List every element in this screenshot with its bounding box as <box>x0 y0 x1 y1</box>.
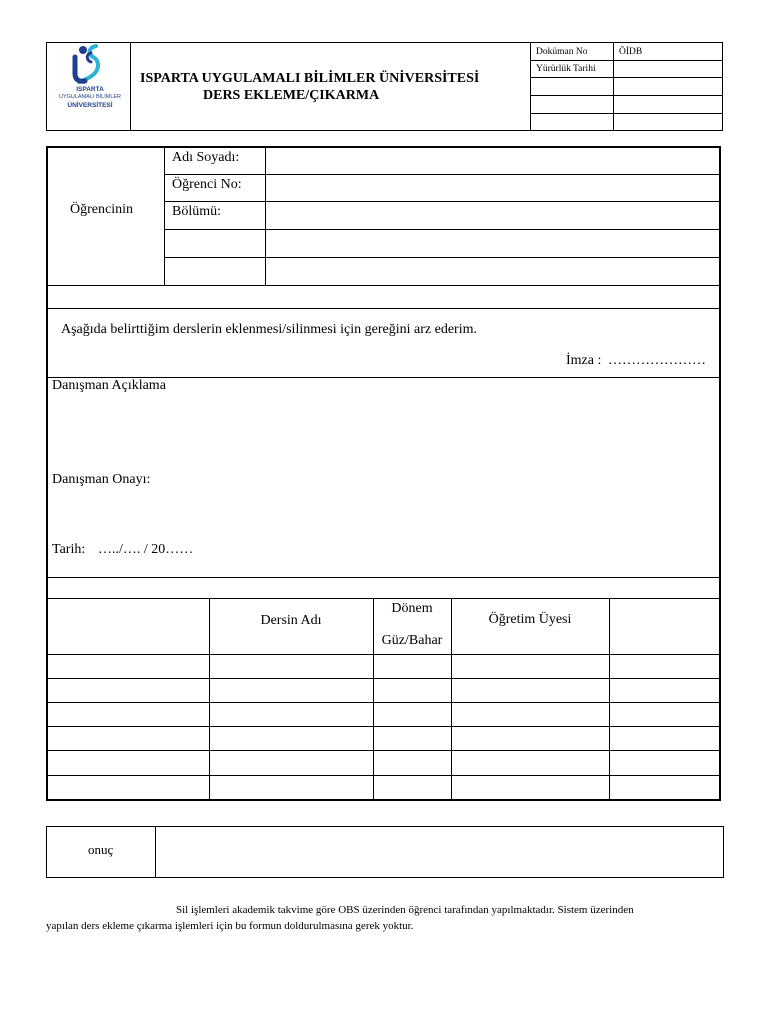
section-line <box>47 577 721 578</box>
date-field[interactable]: …../…. / 20…… <box>98 542 194 557</box>
student-row-line <box>164 229 720 230</box>
result-divider <box>155 826 156 878</box>
section-line <box>47 285 721 286</box>
column-header-term: Dönem <box>391 601 433 616</box>
courses-row-line <box>47 654 721 655</box>
advisor-comment-label: Danışman Açıklama <box>52 378 166 393</box>
section-line <box>47 308 721 309</box>
column-header-term-sub: Güz/Bahar <box>381 633 443 648</box>
courses-row-line <box>47 750 721 751</box>
student-field-divider <box>265 147 266 285</box>
header-divider <box>613 42 614 131</box>
extra-field[interactable] <box>272 260 712 280</box>
logo-text-line3: ÜNİVERSİTESİ <box>67 102 113 109</box>
extra-field[interactable] <box>272 232 712 252</box>
request-statement: Aşağıda belirttiğim derslerin eklenmesi/silinmesi için gereğini arz ederim. <box>61 322 477 337</box>
section-line <box>47 598 721 599</box>
result-field[interactable] <box>162 834 714 870</box>
courses-row-line <box>47 702 721 703</box>
form-title: DERS EKLEME/ÇIKARMA <box>203 88 380 103</box>
footer-note-line2: yapılan ders ekleme çıkarma işlemleri için bu formun doldurulmasına gerek yoktur. <box>46 920 414 932</box>
university-title: ISPARTA UYGULAMALI BİLİMLER ÜNİVERSİTESİ <box>140 71 480 86</box>
header-divider <box>130 42 131 131</box>
doc-info-row-line <box>530 95 723 96</box>
doc-info-row-line <box>530 113 723 114</box>
courses-row-line <box>47 678 721 679</box>
doc-no-value: ÖİDB <box>619 47 643 57</box>
student-name-label: Adı Soyadı: <box>172 150 240 165</box>
effective-date-label: Yürürlük Tarihi <box>536 64 596 74</box>
logo-text-line1: ISPARTA <box>76 86 104 93</box>
doc-no-label: Doküman No <box>536 47 588 57</box>
column-header-course-name: Dersin Adı <box>260 613 322 628</box>
advisor-approval-label: Danışman Onayı: <box>52 472 151 487</box>
student-number-label: Öğrenci No: <box>172 177 242 192</box>
column-header-instructor: Öğretim Üyesi <box>488 612 572 627</box>
signature-field[interactable]: ………………… <box>608 353 706 368</box>
doc-info-row-line <box>530 77 723 78</box>
student-number-field[interactable] <box>272 177 712 197</box>
header-divider <box>530 42 531 131</box>
logo-text-line2: UYGULAMALI BİLİMLER <box>58 94 122 100</box>
student-label-divider <box>164 147 165 285</box>
department-label: Bölümü: <box>172 204 222 219</box>
doc-info-row-line <box>530 60 723 61</box>
department-field[interactable] <box>272 204 712 224</box>
result-label: onuç <box>88 842 114 857</box>
date-label: Tarih: <box>52 542 86 557</box>
student-section-label: Öğrencinin <box>70 202 133 217</box>
student-row-line <box>164 174 720 175</box>
university-logo-icon <box>62 44 116 86</box>
student-row-line <box>164 201 720 202</box>
student-name-field[interactable] <box>272 150 712 170</box>
courses-column-line <box>373 598 374 800</box>
courses-row-line <box>47 726 721 727</box>
signature-label: İmza : <box>566 353 602 368</box>
footer-note-line1: Sil işlemleri akademik takvime göre OBS üzerinden öğrenci tarafından yapılmaktadır. Sistem üzerinden <box>176 904 634 916</box>
courses-column-line <box>451 598 452 800</box>
courses-column-line <box>609 598 610 800</box>
courses-row-line <box>47 775 721 776</box>
student-row-line <box>164 257 720 258</box>
